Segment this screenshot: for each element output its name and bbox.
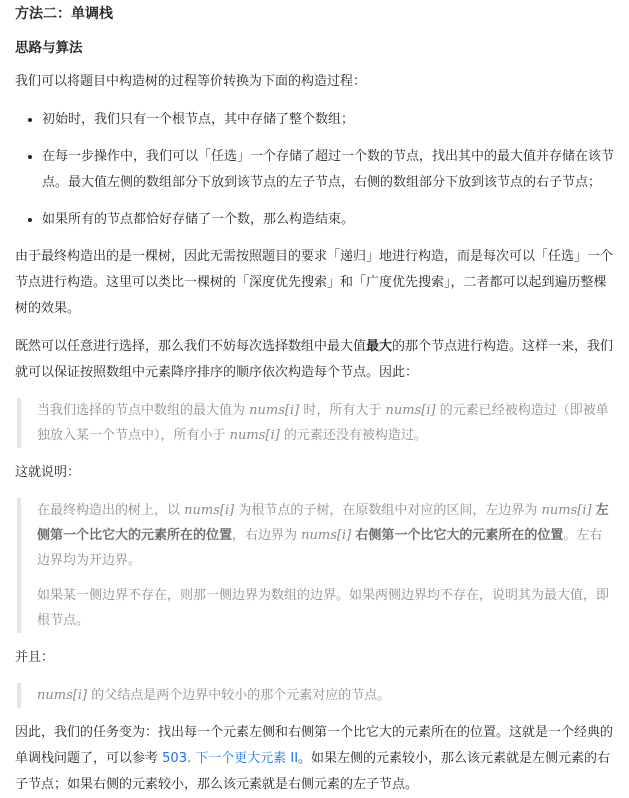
math-nums-i: nums[i] xyxy=(541,503,592,518)
math-nums-i: nums[i] xyxy=(301,528,352,543)
list-item: • 如果所有的节点都恰好存储了一个数，那么构造结束。 xyxy=(42,207,615,233)
math-nums-i: nums[i] xyxy=(385,403,436,418)
paragraph-and: 并且： xyxy=(15,650,55,665)
math-nums-i: nums[i] xyxy=(184,503,235,518)
problem-503-link[interactable]: 503. 下一个更大元素 II xyxy=(162,751,299,766)
math-nums-i: nums[i] xyxy=(249,403,300,418)
blockquote-max-value: 当我们选择的节点中数组的最大值为 nums[i] 时，所有大于 nums[i] 的元素已经被构造过（即被单独放入某一个节点中），所有小于 nums[i] 的元素还没有被构造过。 xyxy=(17,398,615,448)
blockquote-parent: nums[i] 的父结点是两个边界中较小的那个元素对应的节点。 xyxy=(17,683,615,708)
math-nums-i: nums[i] xyxy=(37,688,88,703)
list-item: • 初始时，我们只有一个根节点，其中存储了整个数组； xyxy=(42,107,615,133)
list-item: • 在每一步操作中，我们可以「任选」一个存储了超过一个数的节点，找出其中的最大值并存储在该节点。最大值左侧的数组部分下放到该节点的左子节点，右侧的数组部分下放到该节点的右子节点； xyxy=(42,144,615,196)
construction-steps-list xyxy=(15,107,615,233)
section-subtitle: 思路与算法 xyxy=(15,40,83,56)
section-title: 方法二：单调栈 xyxy=(15,6,113,22)
bold-text: 最大 xyxy=(366,339,393,354)
paragraph-conclusion: 因此，我们的任务变为：找出每一个元素左侧和右侧第一个比它大的元素所在的位置。这就是一个经典的单调栈问题了，可以参考 503. 下一个更大元素 II。如果左侧的元素较小，那么该元素就是左侧元素的右子节点；如果右侧的元素较小，那么该元素就是右侧元素的左子节点。 xyxy=(15,725,614,792)
paragraph-intro: 我们可以将题目中构造树的过程等价转换为下面的构造过程： xyxy=(15,74,367,89)
bold-text: 右侧第一个比它大的元素所在的位置 xyxy=(355,528,564,543)
paragraph-tree: 由于最终构造出的是一棵树，因此无需按照题目的要求「递归」地进行构造，而是每次可以「任选」一个节点进行构造。这里可以类比一棵树的「深度优先搜索」和「广度优先搜索」，二者都可以起到遍历整棵树的效果。 xyxy=(15,249,614,316)
paragraph-greedy: 既然可以任意进行选择，那么我们不妨每次选择数组中最大值最大的那个节点进行构造。这样一来，我们就可以保证按照数组中元素降序排序的顺序依次构造每个节点。因此： xyxy=(15,339,614,380)
blockquote-boundaries: 在最终构造出的树上，以 nums[i] 为根节点的子树，在原数组中对应的区间，左边界为 nums[i] 左侧第一个比它大的元素所在的位置，右边界为 nums[i] 右侧第一个比它大的元素所在的位置。左右边界均为开边界。 如果某一侧边界不存在，则那一侧边界为数组的边界。如果两侧边界均不存在，说明其为最大值，即根节点。 xyxy=(17,498,615,633)
bold-text: 左侧第一个比它大的元素所在的位置 xyxy=(37,503,609,543)
paragraph-explain: 这就说明： xyxy=(15,465,81,480)
math-nums-i: nums[i] xyxy=(229,428,280,443)
